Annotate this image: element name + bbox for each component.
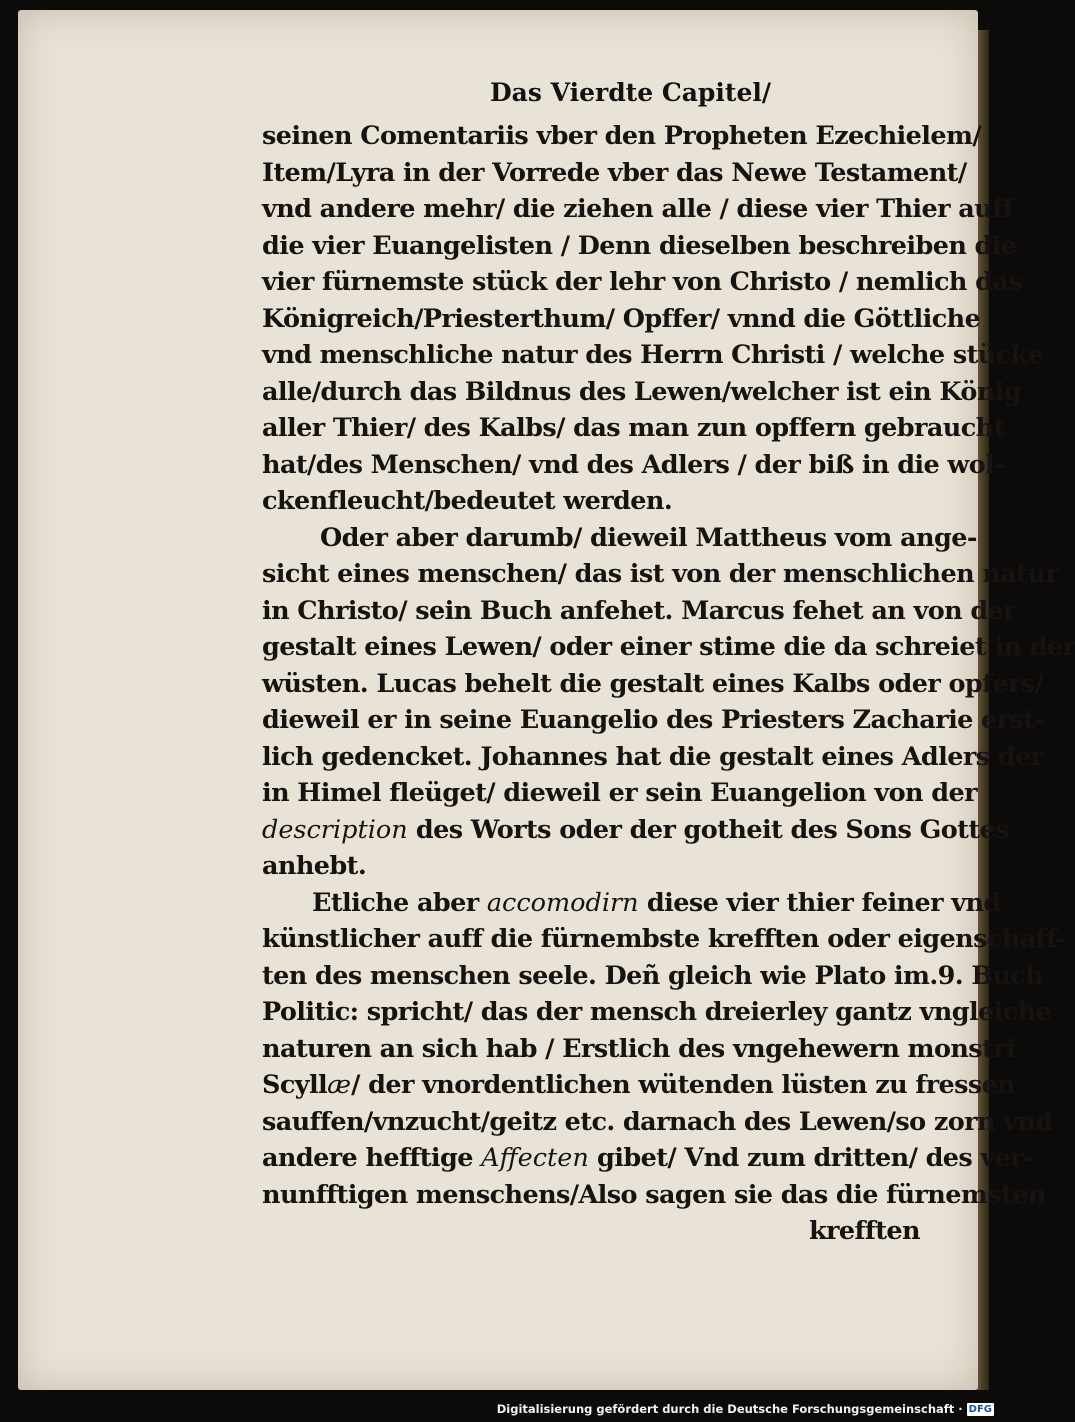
text-line: naturen an sich hab / Erstlich des vngehewern monstri: [262, 1033, 1016, 1064]
paragraph-start-line: Oder aber darumb/ dieweil Mattheus vom ange-: [320, 522, 977, 553]
text-line: wüsten. Lucas behelt die gestalt eines Kalbs oder opfers/: [262, 668, 1044, 699]
body-text: [262, 118, 1075, 1250]
text-line: Item/Lyra in der Vorrede vber das Newe Testament/: [262, 157, 967, 188]
text-line: hat/des Menschen/ vnd des Adlers / der biß in die wol-: [262, 449, 1005, 480]
text-line: vnd andere mehr/ die ziehen alle / diese vier Thier auff: [262, 194, 1013, 224]
text-line: Politic: spricht/ das der mensch dreierley gantz vngleiche: [262, 997, 1052, 1027]
paragraph-start-line: Etliche aber accomodirn diese vier thier feiner vnd: [312, 887, 1001, 918]
text-line: andere hefftige Affecten gibet/ Vnd zum dritten/ des ver-: [262, 1143, 1034, 1173]
text-line: lich gedencket. Johannes hat die gestalt eines Adlers der: [262, 741, 1044, 772]
text-line: sauffen/vnzucht/geitz etc. darnach des Lewen/so zorn vnd: [262, 1106, 1053, 1137]
italic-word: description: [262, 814, 408, 845]
text-line: ckenfleucht/bedeutet werden.: [262, 486, 673, 516]
text-line: ten des menschen seele. Deñ gleich wie Plato im.9. Buch: [262, 960, 1044, 991]
text-line: die vier Euangelisten / Denn dieselben beschreiben die: [262, 230, 1017, 261]
text-line: alle/durch das Bildnus des Lewen/welcher ist ein König: [262, 376, 1022, 407]
text-line: Scyllæ/ der vnordentlichen wütenden lüsten zu fressen: [262, 1070, 1016, 1100]
footer-text: Digitalisierung gefördert durch die Deutsche Forschungsgemeinschaft ·: [496, 1402, 963, 1416]
running-head: Das Vierdte Capitel/: [490, 78, 771, 107]
text-line: vnd menschliche natur des Herrn Christi / welche stücke: [262, 340, 1044, 370]
catchword: krefften: [808, 1216, 920, 1246]
italic-word: æ: [327, 1070, 352, 1100]
text-line: dieweil er in seine Euangelio des Priesters Zacharie erst-: [262, 705, 1045, 735]
italic-word: Affecten: [481, 1143, 589, 1173]
italic-word: accomodirn: [486, 887, 639, 918]
dfg-logo: DFG: [968, 1403, 992, 1415]
text-line: vier fürnemste stück der lehr von Christo / nemlich das: [262, 267, 1023, 297]
text-line: anhebt.: [262, 851, 367, 881]
text-line: gestalt eines Lewen/ oder einer stime die da schreiet in der: [262, 632, 1075, 662]
text-line: nunfftigen menschens/Also sagen sie das die fürnemsten: [262, 1179, 1046, 1210]
text-line: Königreich/Priesterthum/ Opffer/ vnnd die Göttliche: [262, 303, 981, 334]
text-line: sicht eines menschen/ das ist von der menschlichen natur: [262, 559, 1059, 589]
text-line: in Christo/ sein Buch anfehet. Marcus fehet an von der: [262, 595, 1017, 626]
text-line: in Himel fleüget/ dieweil er sein Euangelion von der: [262, 778, 977, 808]
text-line: künstlicher auff die fürnembste krefften oder eigenschaff-: [262, 924, 1066, 954]
funding-footer: [497, 1400, 994, 1418]
text-line: description des Worts oder der gotheit des Sons Gottes: [262, 814, 1009, 845]
text-line: seinen Comentariis vber den Propheten Ezechielem/: [262, 121, 982, 151]
text-line: aller Thier/ des Kalbs/ das man zun opffern gebraucht: [262, 413, 1005, 443]
